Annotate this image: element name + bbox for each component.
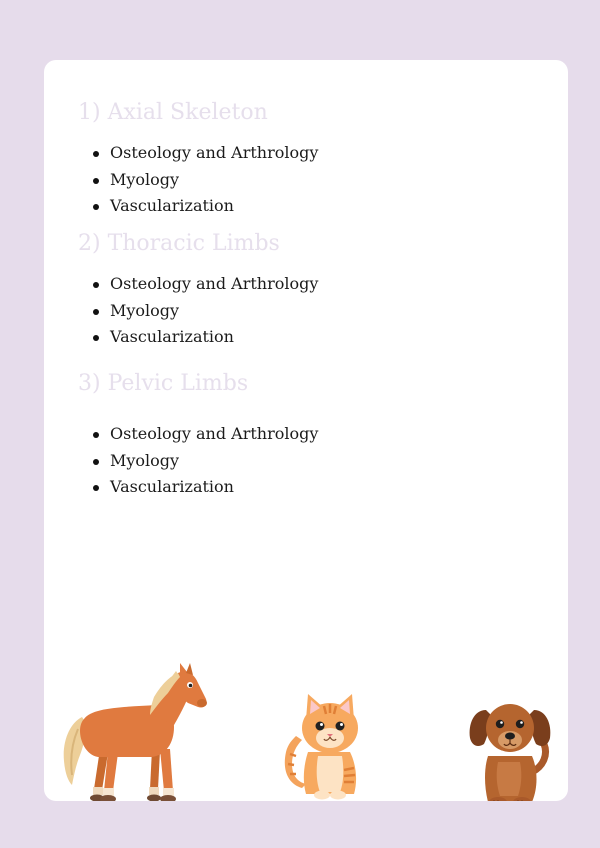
thoracic-limbs-list [90,271,318,351]
list-item-label: Osteology and Arthrology [110,424,319,443]
section-heading-axial-skeleton: 1) Axial Skeleton [78,100,268,125]
list-item [90,474,318,501]
list-item-label: Vascularization [110,327,234,346]
list-item [90,271,318,298]
pelvic-limbs-list [90,421,318,501]
list-item [90,324,318,351]
section-heading-thoracic-limbs: 2) Thoracic Limbs [78,231,280,256]
list-item-label: Vascularization [110,196,234,215]
bullet-icon [93,282,99,288]
axial-skeleton-list [90,140,318,220]
bullet-icon [93,485,99,491]
list-item-label: Vascularization [110,477,234,496]
bullet-icon [93,459,99,465]
cat-icon [280,688,380,801]
list-item [90,167,318,194]
horse-icon [56,663,211,801]
list-item [90,193,318,220]
bullet-icon [93,204,99,210]
bullet-icon [93,432,99,438]
dog-icon [462,696,558,801]
list-item-label: Osteology and Arthrology [110,274,319,293]
bullet-icon [93,335,99,341]
bullet-icon [93,178,99,184]
list-item [90,140,318,167]
list-item-label: Myology [110,300,180,320]
list-item [90,448,318,475]
list-item-label: Myology [110,169,180,189]
bullet-icon [93,151,99,157]
list-item-label: Myology [110,450,180,470]
bullet-icon [93,309,99,315]
section-heading-pelvic-limbs: 3) Pelvic Limbs [78,371,249,396]
content-card [44,60,568,801]
list-item [90,298,318,325]
list-item-label: Osteology and Arthrology [110,143,319,162]
list-item [90,421,318,448]
